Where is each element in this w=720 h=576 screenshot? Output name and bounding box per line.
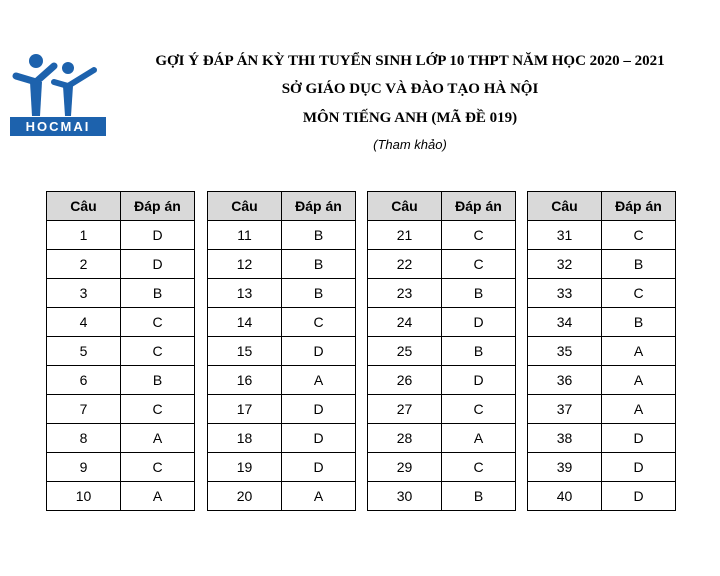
- answer-cell: C: [442, 250, 516, 279]
- answer-cell: B: [282, 250, 356, 279]
- reference-note: (Tham khảo): [373, 137, 447, 152]
- document-title: GỢI Ý ĐÁP ÁN KỲ THI TUYỂN SINH LỚP 10 THPT NĂM HỌC 2020 – 2021: [155, 53, 665, 69]
- answer-cell: D: [121, 250, 195, 279]
- question-number-cell: 16: [208, 366, 282, 395]
- answer-cell: D: [602, 482, 676, 511]
- question-number-cell: 23: [368, 279, 442, 308]
- question-number-cell: 28: [368, 424, 442, 453]
- question-number-cell: 38: [528, 424, 602, 453]
- question-number-cell: 26: [368, 366, 442, 395]
- table-row: [528, 250, 676, 279]
- question-number-cell: 7: [47, 395, 121, 424]
- question-number-cell: 6: [47, 366, 121, 395]
- answer-cell: B: [282, 279, 356, 308]
- question-number-cell: 15: [208, 337, 282, 366]
- answer-cell: A: [602, 395, 676, 424]
- answer-cell: A: [121, 424, 195, 453]
- table-row: [208, 424, 356, 453]
- question-number-cell: 5: [47, 337, 121, 366]
- column-header-question: Câu: [368, 192, 442, 221]
- question-number-cell: 17: [208, 395, 282, 424]
- table-row: [208, 279, 356, 308]
- answer-cell: B: [121, 366, 195, 395]
- table-row: [528, 337, 676, 366]
- table-row: [368, 308, 516, 337]
- answer-cell: C: [442, 221, 516, 250]
- table-row: [368, 250, 516, 279]
- table-row: [47, 279, 195, 308]
- table-row: [528, 482, 676, 511]
- answer-cell: D: [282, 395, 356, 424]
- answer-cell: B: [442, 337, 516, 366]
- table-row: [368, 482, 516, 511]
- table-row: [368, 221, 516, 250]
- question-number-cell: 33: [528, 279, 602, 308]
- answer-table: [527, 191, 676, 511]
- question-number-cell: 2: [47, 250, 121, 279]
- question-number-cell: 21: [368, 221, 442, 250]
- answer-cell: C: [602, 221, 676, 250]
- question-number-cell: 25: [368, 337, 442, 366]
- table-row: [47, 395, 195, 424]
- table-row: [47, 482, 195, 511]
- answer-cell: A: [282, 366, 356, 395]
- answer-table: [207, 191, 356, 511]
- table-row: [47, 424, 195, 453]
- column-header-question: Câu: [528, 192, 602, 221]
- question-number-cell: 37: [528, 395, 602, 424]
- column-header-answer: Đáp án: [121, 192, 195, 221]
- table-row: [368, 453, 516, 482]
- logo-text: HOCMAI: [10, 117, 106, 136]
- table-row: [528, 366, 676, 395]
- table-row: [368, 366, 516, 395]
- column-header-answer: Đáp án: [282, 192, 356, 221]
- question-number-cell: 20: [208, 482, 282, 511]
- question-number-cell: 29: [368, 453, 442, 482]
- table-header-row: [528, 192, 676, 221]
- column-header-answer: Đáp án: [442, 192, 516, 221]
- answer-cell: A: [121, 482, 195, 511]
- table-row: [47, 308, 195, 337]
- question-number-cell: 3: [47, 279, 121, 308]
- answer-cell: C: [442, 395, 516, 424]
- question-number-cell: 30: [368, 482, 442, 511]
- answer-cell: B: [602, 250, 676, 279]
- question-number-cell: 36: [528, 366, 602, 395]
- table-header-row: [368, 192, 516, 221]
- table-header-row: [47, 192, 195, 221]
- table-row: [528, 221, 676, 250]
- answer-cell: A: [442, 424, 516, 453]
- table-row: [208, 482, 356, 511]
- answer-cell: D: [602, 453, 676, 482]
- answer-cell: B: [602, 308, 676, 337]
- table-row: [528, 395, 676, 424]
- table-row: [528, 453, 676, 482]
- table-row: [368, 395, 516, 424]
- question-number-cell: 27: [368, 395, 442, 424]
- answer-cell: A: [282, 482, 356, 511]
- answer-cell: B: [121, 279, 195, 308]
- answer-cell: C: [121, 453, 195, 482]
- question-number-cell: 18: [208, 424, 282, 453]
- table-row: [528, 424, 676, 453]
- table-row: [208, 395, 356, 424]
- table-row: [368, 279, 516, 308]
- answer-cell: B: [282, 221, 356, 250]
- answer-cell: B: [442, 279, 516, 308]
- answer-cell: D: [442, 366, 516, 395]
- column-header-answer: Đáp án: [602, 192, 676, 221]
- table-row: [368, 337, 516, 366]
- department-title: SỞ GIÁO DỤC VÀ ĐÀO TẠO HÀ NỘI: [281, 81, 539, 97]
- question-number-cell: 11: [208, 221, 282, 250]
- table-header-row: [208, 192, 356, 221]
- table-row: [47, 250, 195, 279]
- answer-cell: C: [282, 308, 356, 337]
- table-row: [47, 366, 195, 395]
- table-row: [208, 308, 356, 337]
- answer-table: [46, 191, 195, 511]
- question-number-cell: 35: [528, 337, 602, 366]
- table-row: [368, 424, 516, 453]
- column-header-question: Câu: [47, 192, 121, 221]
- question-number-cell: 8: [47, 424, 121, 453]
- question-number-cell: 34: [528, 308, 602, 337]
- answer-cell: D: [442, 308, 516, 337]
- answer-cell: D: [121, 221, 195, 250]
- answer-cell: C: [121, 337, 195, 366]
- answer-cell: A: [602, 366, 676, 395]
- answer-cell: B: [442, 482, 516, 511]
- question-number-cell: 13: [208, 279, 282, 308]
- answer-cell: C: [442, 453, 516, 482]
- answer-cell: A: [602, 337, 676, 366]
- table-row: [47, 453, 195, 482]
- question-number-cell: 1: [47, 221, 121, 250]
- table-row: [47, 337, 195, 366]
- table-row: [528, 308, 676, 337]
- question-number-cell: 19: [208, 453, 282, 482]
- answer-cell: C: [121, 395, 195, 424]
- question-number-cell: 39: [528, 453, 602, 482]
- answer-cell: C: [602, 279, 676, 308]
- question-number-cell: 32: [528, 250, 602, 279]
- question-number-cell: 14: [208, 308, 282, 337]
- table-row: [208, 221, 356, 250]
- answer-cell: D: [282, 453, 356, 482]
- table-row: [208, 337, 356, 366]
- question-number-cell: 31: [528, 221, 602, 250]
- table-row: [47, 221, 195, 250]
- table-row: [528, 279, 676, 308]
- question-number-cell: 12: [208, 250, 282, 279]
- question-number-cell: 4: [47, 308, 121, 337]
- question-number-cell: 24: [368, 308, 442, 337]
- question-number-cell: 40: [528, 482, 602, 511]
- answer-cell: D: [282, 337, 356, 366]
- table-row: [208, 366, 356, 395]
- table-row: [208, 453, 356, 482]
- subject-title: MÔN TIẾNG ANH (MÃ ĐỀ 019): [302, 110, 518, 126]
- column-header-question: Câu: [208, 192, 282, 221]
- answer-cell: D: [602, 424, 676, 453]
- answer-table: [367, 191, 516, 511]
- answer-cell: C: [121, 308, 195, 337]
- answer-cell: D: [282, 424, 356, 453]
- question-number-cell: 22: [368, 250, 442, 279]
- question-number-cell: 10: [47, 482, 121, 511]
- question-number-cell: 9: [47, 453, 121, 482]
- table-row: [208, 250, 356, 279]
